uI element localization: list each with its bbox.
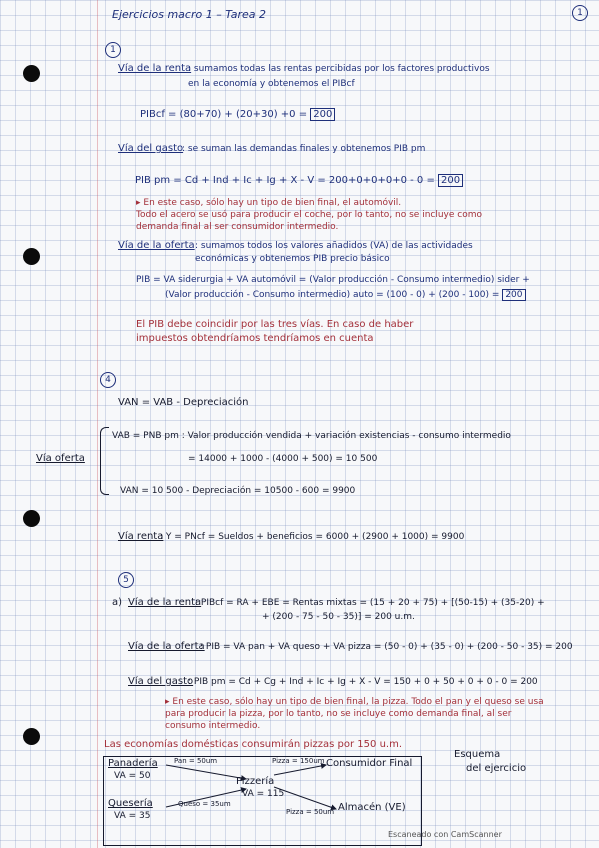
- note: ▸ En este caso, sólo hay un tipo de bien final, el automóvil.: [136, 198, 402, 208]
- arrow-pan: [166, 765, 246, 779]
- vab-formula: VAB = PNB pm : Valor producción vendida + variación existencias - consumo intermedio: [112, 431, 511, 441]
- exercise-number: 5: [118, 572, 134, 588]
- scanner-footer: Escaneado con CamScanner: [388, 830, 502, 839]
- result-box: 200: [502, 289, 525, 301]
- renta-text: en la economía y obtenemos el PIBcf: [188, 79, 355, 89]
- part-label: a): [112, 597, 123, 608]
- oferta-formula: (Valor producción - Consumo intermedio) auto = (100 - 0) + (200 - 100) = 200: [165, 291, 526, 300]
- gasto-text: : se suman las demandas finales y obtenemos PIB pm: [182, 144, 426, 154]
- node-almacen: Almacén (VE): [338, 802, 406, 813]
- note: demanda final al ser consumidor intermedio.: [136, 222, 339, 232]
- exercise-number: 4: [100, 372, 116, 388]
- node-pizzeria-va: VA = 115: [242, 789, 285, 799]
- renta-formula: + (200 - 75 - 50 - 35)] = 200 u.m.: [262, 612, 415, 622]
- gasto-label: Vía del gasto: [118, 143, 184, 154]
- result-box: 200: [438, 174, 463, 187]
- flow-label-queso: Queso = 35um: [178, 800, 231, 808]
- page-title: Ejercicios macro 1 – Tarea 2: [112, 8, 267, 21]
- conclusion: impuestos obtendríamos tendríamos en cuenta: [136, 333, 374, 344]
- flow-diagram: [103, 756, 422, 846]
- renta-label: Vía renta: [118, 531, 164, 542]
- flow-label-pan: Pan = 50um: [174, 757, 218, 765]
- vab-result: = 14000 + 1000 - (4000 + 500) = 10 500: [188, 454, 378, 464]
- renta-formula: PIBcf = (80+70) + (20+30) +0 = 200: [140, 110, 335, 120]
- renta-formula: : PIBcf = RA + EBE = Rentas mixtas = (15 + 20 + 75) + [(50-15) + (35-20) +: [195, 598, 545, 608]
- van-formula: VAN = VAB - Depreciación: [118, 397, 249, 408]
- renta-text: : sumamos todas las rentas percibidas por los factores productivos: [188, 64, 490, 74]
- gasto-formula: PIB pm = Cd + Ind + Ic + Ig + X - V = 200+0+0+0+0 - 0 = 200: [135, 176, 463, 186]
- diagram-caption: Esquema: [454, 749, 501, 760]
- brace: [100, 427, 109, 495]
- arrow-consumidor: [274, 765, 326, 775]
- gasto-label: Vía del gasto: [128, 676, 194, 687]
- note: consumo intermedio.: [165, 721, 261, 731]
- node-consumidor: Consumidor Final: [326, 758, 413, 769]
- oferta-text: : sumamos todos los valores añadidos (VA) de las actividades: [195, 241, 473, 251]
- renta-label: Vía de la renta: [118, 63, 192, 74]
- result-box: 200: [310, 108, 335, 121]
- binder-hole: [23, 728, 40, 745]
- node-queseria-va: VA = 35: [114, 811, 151, 821]
- page-number: 1: [572, 5, 588, 21]
- oferta-label: Vía de la oferta: [128, 641, 205, 652]
- node-panaderia: Panadería: [108, 758, 158, 769]
- renta-label: Vía de la renta: [128, 597, 202, 608]
- node-queseria: Quesería: [108, 798, 153, 809]
- note: para producir la pizza, por lo tanto, no se incluye como demanda final, al ser: [165, 709, 512, 719]
- conclusion: El PIB debe coincidir por las tres vías. En caso de haber: [136, 319, 414, 330]
- note: Todo el acero se usó para producir el coche, por lo tanto, no se incluye como: [136, 210, 483, 220]
- margin-line: [97, 0, 98, 848]
- oferta-formula: : PIB = VA pan + VA queso + VA pizza = (50 - 0) + (35 - 0) + (200 - 50 - 35) = 200: [200, 642, 573, 652]
- exercise-number: 1: [105, 42, 121, 58]
- oferta-text: económicas y obtenemos PIB precio básico: [195, 254, 390, 264]
- flow-label-pizza-almacen: Pizza = 50um: [286, 808, 335, 816]
- flow-label-pizza-consumidor: Pizza = 150um: [272, 757, 325, 765]
- renta-formula: : Y = PNcf = Sueldos + beneficios = 6000 + (2900 + 1000) = 9900: [160, 532, 465, 542]
- node-pizzeria: Pizzería: [236, 776, 275, 787]
- note: ▸ En este caso, sólo hay un tipo de bien final, la pizza. Todo el pan y el queso se usa: [165, 697, 544, 707]
- binder-hole: [23, 510, 40, 527]
- van-result: VAN = 10 500 - Depreciación = 10500 - 600 = 9900: [120, 486, 356, 496]
- gasto-formula: : PIB pm = Cd + Cg + Ind + Ic + Ig + X - V = 150 + 0 + 50 + 0 + 0 - 0 = 200: [188, 677, 538, 687]
- binder-hole: [23, 248, 40, 265]
- oferta-formula: PIB = VA siderurgia + VA automóvil = (Valor producción - Consumo intermedio) sider +: [136, 275, 530, 285]
- node-panaderia-va: VA = 50: [114, 771, 151, 781]
- diagram-caption: del ejercicio: [466, 763, 527, 774]
- binder-hole: [23, 65, 40, 82]
- households-text: Las economías domésticas consumirán pizzas por 150 u.m.: [104, 739, 403, 750]
- side-label: Vía oferta: [36, 453, 85, 464]
- oferta-label: Vía de la oferta: [118, 240, 195, 251]
